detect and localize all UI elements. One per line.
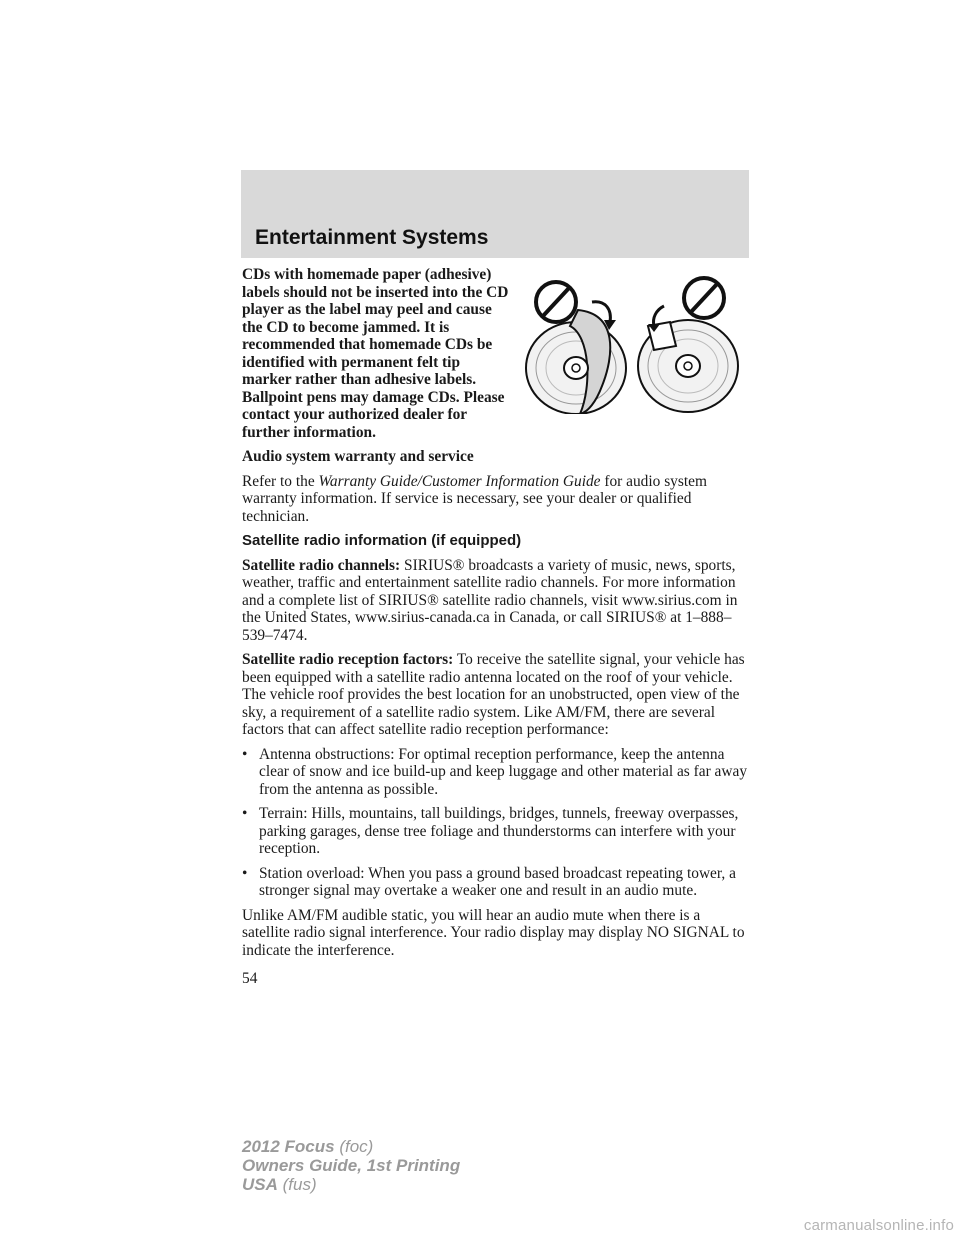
- warranty-heading: Audio system warranty and service: [242, 448, 474, 465]
- footer-market: USA: [242, 1175, 278, 1194]
- footer-line-2: Owners Guide, 1st Printing: [242, 1156, 461, 1175]
- list-item-text: Station overload: When you pass a ground based broadcast repeating tower, a stronger signal may overtake a weaker one and result in an audio mute.: [259, 864, 736, 899]
- list-item: [242, 805, 750, 858]
- bullet-icon: •: [242, 805, 248, 822]
- footer-line-1: [242, 1137, 460, 1156]
- satellite-channels-text: SIRIUS® broadcasts a variety of music, news, sports, weather, traffic and entertainment satellite radio channels. For more information and a complete list of SIRIUS® satellite radio channels, visit www.sirius.com in the United States, www.sirius-canada.ca in Canada, or call SIRIUS® at 1–888–539–7474.: [242, 556, 738, 644]
- cd-disc-icon: [526, 302, 626, 414]
- document-footer: [242, 1137, 460, 1194]
- section-header-bar: [241, 170, 749, 258]
- prohibited-icon: [684, 278, 724, 318]
- list-item: [242, 746, 750, 799]
- list-item-text: Antenna obstructions: For optimal reception performance, keep the antenna clear of snow and ice build-up and keep luggage and other material as far away from the antenna as possible.: [259, 745, 748, 798]
- reception-factors-list: [242, 746, 750, 900]
- section-title: Entertainment Systems: [255, 226, 489, 249]
- warranty-guide-title: Warranty Guide/Customer Information Guide: [318, 472, 601, 490]
- watermark: carmanualsonline.info: [803, 1217, 954, 1234]
- list-item: [242, 865, 750, 900]
- cd-warning-text: CDs with homemade paper (adhesive) labels should not be inserted into the CD player as the label may peel and cause the CD to become jammed. It is recommended that homemade CDs be identified with permanent felt tip marker rather than adhesive labels. Ballpoint pens may damage CDs. Please contact your authorized dealer for further information.: [242, 266, 509, 441]
- list-item-text: Terrain: Hills, mountains, tall buildings, bridges, tunnels, freeway overpasses, parking garages, dense tree foliage and thunderstorms can interfere with your reception.: [259, 805, 739, 857]
- bullet-icon: •: [242, 745, 248, 763]
- satellite-reception-label: Satellite radio reception factors:: [242, 651, 454, 668]
- satellite-channels-paragraph: [242, 557, 750, 645]
- cd-label-illustration: [518, 266, 750, 414]
- satellite-channels-label: Satellite radio channels:: [242, 556, 401, 574]
- satellite-reception-paragraph: [242, 651, 750, 739]
- footer-model-code: (foc): [334, 1137, 374, 1156]
- page-content: [242, 266, 750, 966]
- footer-market-code: (fus): [277, 1175, 317, 1194]
- closing-paragraph: Unlike AM/FM audible static, you will hear an audio mute when there is a satellite radio signal interference. Your radio display may display NO SIGNAL to indicate the interference.: [242, 906, 745, 959]
- warranty-text-before: Refer to the: [242, 472, 319, 490]
- bullet-icon: •: [242, 864, 248, 882]
- cd-disc-icon: [638, 306, 738, 412]
- satellite-reception-text: To receive the satellite signal, your vehicle has been equipped with a satellite radio antenna located on the roof of your vehicle. The vehicle roof provides the best location for an unobstructed, open view of the sky, a requirement of a satellite radio system. Like AM/FM, there are several factors that can affect satellite radio reception performance:: [242, 651, 745, 738]
- prohibited-icon: [536, 282, 576, 322]
- page-number: 54: [242, 970, 258, 987]
- warranty-text-after: for audio system warranty information. If service is necessary, see your dealer or qualified technician.: [242, 472, 707, 525]
- satellite-heading: Satellite radio information (if equipped): [242, 532, 522, 549]
- footer-line-3: [242, 1175, 460, 1194]
- footer-model: 2012 Focus: [242, 1137, 335, 1156]
- cd-warning-block: [242, 266, 750, 441]
- warranty-paragraph: [242, 473, 750, 526]
